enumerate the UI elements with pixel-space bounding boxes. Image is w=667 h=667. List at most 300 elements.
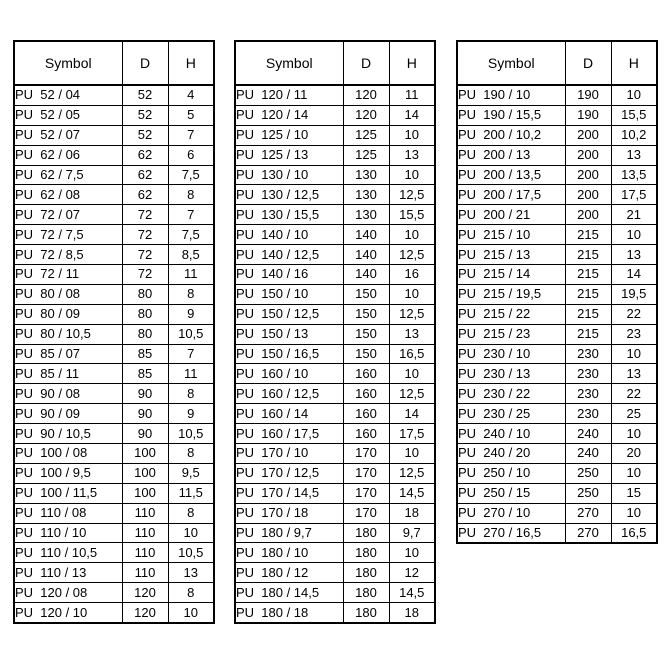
table-row [14, 424, 214, 444]
table-row [235, 324, 435, 344]
symbol-cell: PU 200 / 13 [457, 145, 565, 165]
h-cell: 9 [168, 404, 214, 424]
symbol-cell: PU 52 / 05 [14, 105, 122, 125]
d-cell: 215 [565, 284, 611, 304]
h-cell: 14 [389, 105, 435, 125]
symbol-cell: PU 130 / 12,5 [235, 185, 343, 205]
d-cell: 90 [122, 384, 168, 404]
symbol-cell: PU 215 / 23 [457, 324, 565, 344]
symbol-cell: PU 90 / 10,5 [14, 424, 122, 444]
table-row [235, 463, 435, 483]
d-cell: 215 [565, 265, 611, 285]
table-row [457, 105, 657, 125]
d-cell: 72 [122, 225, 168, 245]
h-cell: 12,5 [389, 463, 435, 483]
d-cell: 170 [343, 503, 389, 523]
symbol-cell: PU 215 / 13 [457, 245, 565, 265]
d-cell: 250 [565, 463, 611, 483]
symbol-cell: PU 200 / 10,2 [457, 125, 565, 145]
h-cell: 8 [168, 444, 214, 464]
table-row [14, 165, 214, 185]
h-cell: 21 [611, 205, 657, 225]
symbol-cell: PU 120 / 10 [14, 603, 122, 623]
table-row [457, 265, 657, 285]
table-row [457, 364, 657, 384]
header-row [457, 41, 657, 85]
table-row [14, 583, 214, 603]
d-cell: 215 [565, 324, 611, 344]
size-table-2 [234, 40, 436, 624]
table-row [235, 384, 435, 404]
h-cell: 9 [168, 304, 214, 324]
d-cell: 62 [122, 165, 168, 185]
h-cell: 13 [611, 245, 657, 265]
table-row [457, 483, 657, 503]
h-cell: 5 [168, 105, 214, 125]
h-cell: 14,5 [389, 583, 435, 603]
d-cell: 150 [343, 344, 389, 364]
table-row [457, 503, 657, 523]
symbol-cell: PU 150 / 10 [235, 284, 343, 304]
h-cell: 10,5 [168, 543, 214, 563]
h-cell: 15,5 [389, 205, 435, 225]
table-row [457, 145, 657, 165]
h-cell: 8 [168, 384, 214, 404]
h-cell: 12,5 [389, 245, 435, 265]
symbol-cell: PU 230 / 22 [457, 384, 565, 404]
symbol-cell: PU 90 / 08 [14, 384, 122, 404]
symbol-cell: PU 110 / 10,5 [14, 543, 122, 563]
d-cell: 150 [343, 304, 389, 324]
d-cell: 62 [122, 145, 168, 165]
h-cell: 13 [168, 563, 214, 583]
h-cell: 10 [168, 523, 214, 543]
h-cell: 10 [389, 364, 435, 384]
h-cell: 8 [168, 185, 214, 205]
table-row [14, 483, 214, 503]
table-row [14, 265, 214, 285]
table-row [457, 463, 657, 483]
symbol-cell: PU 160 / 14 [235, 404, 343, 424]
h-cell: 22 [611, 384, 657, 404]
d-cell: 130 [343, 205, 389, 225]
d-cell: 85 [122, 344, 168, 364]
table-row [457, 165, 657, 185]
table-row [235, 344, 435, 364]
h-cell: 9,7 [389, 523, 435, 543]
table-row [14, 185, 214, 205]
d-cell: 120 [122, 603, 168, 623]
d-cell: 62 [122, 185, 168, 205]
h-cell: 16 [389, 265, 435, 285]
d-cell: 80 [122, 284, 168, 304]
table-row [457, 225, 657, 245]
symbol-cell: PU 170 / 12,5 [235, 463, 343, 483]
h-cell: 10 [611, 85, 657, 105]
table-row [235, 205, 435, 225]
d-cell: 180 [343, 563, 389, 583]
table-row [235, 424, 435, 444]
h-cell: 22 [611, 304, 657, 324]
table-row [14, 404, 214, 424]
table-row [14, 105, 214, 125]
table-row [457, 205, 657, 225]
d-cell: 160 [343, 384, 389, 404]
table-row [457, 125, 657, 145]
d-cell: 52 [122, 105, 168, 125]
h-cell: 23 [611, 324, 657, 344]
symbol-cell: PU 215 / 14 [457, 265, 565, 285]
d-cell: 120 [343, 85, 389, 105]
d-cell: 240 [565, 444, 611, 464]
symbol-cell: PU 130 / 15,5 [235, 205, 343, 225]
table-row [14, 324, 214, 344]
h-cell: 15,5 [611, 105, 657, 125]
table-row [457, 444, 657, 464]
d-cell: 110 [122, 543, 168, 563]
symbol-cell: PU 160 / 17,5 [235, 424, 343, 444]
h-cell: 17,5 [389, 424, 435, 444]
symbol-cell: PU 110 / 08 [14, 503, 122, 523]
d-cell: 130 [343, 165, 389, 185]
table-row [14, 245, 214, 265]
h-cell: 12,5 [389, 185, 435, 205]
h-cell: 10 [611, 344, 657, 364]
d-cell: 130 [343, 185, 389, 205]
symbol-cell: PU 160 / 12,5 [235, 384, 343, 404]
h-cell: 10,5 [168, 324, 214, 344]
h-cell: 14 [389, 404, 435, 424]
symbol-cell: PU 150 / 13 [235, 324, 343, 344]
symbol-cell: PU 150 / 12,5 [235, 304, 343, 324]
symbol-cell: PU 170 / 14,5 [235, 483, 343, 503]
d-cell: 72 [122, 245, 168, 265]
symbol-cell: PU 230 / 25 [457, 404, 565, 424]
table-row [235, 364, 435, 384]
d-cell: 215 [565, 304, 611, 324]
d-cell: 215 [565, 225, 611, 245]
h-cell: 14 [611, 265, 657, 285]
table-row [14, 225, 214, 245]
table-row [14, 563, 214, 583]
symbol-cell: PU 110 / 13 [14, 563, 122, 583]
d-cell: 170 [343, 444, 389, 464]
size-table-1 [13, 40, 215, 624]
h-cell: 10,5 [168, 424, 214, 444]
size-table-3 [456, 40, 658, 544]
d-cell: 52 [122, 85, 168, 105]
d-cell: 160 [343, 424, 389, 444]
table-row [235, 503, 435, 523]
symbol-cell: PU 140 / 16 [235, 265, 343, 285]
d-cell: 230 [565, 404, 611, 424]
h-cell: 10 [389, 165, 435, 185]
table-row [14, 284, 214, 304]
d-cell: 150 [343, 284, 389, 304]
table-row [14, 444, 214, 464]
d-cell: 110 [122, 503, 168, 523]
symbol-cell: PU 100 / 11,5 [14, 483, 122, 503]
d-cell: 140 [343, 265, 389, 285]
symbol-header: Symbol [235, 41, 343, 85]
table-row [14, 503, 214, 523]
h-cell: 13 [389, 145, 435, 165]
h-header: H [611, 41, 657, 85]
h-cell: 4 [168, 85, 214, 105]
table-row [235, 125, 435, 145]
table-row [14, 523, 214, 543]
header-row [235, 41, 435, 85]
h-cell: 6 [168, 145, 214, 165]
symbol-cell: PU 72 / 11 [14, 265, 122, 285]
symbol-cell: PU 100 / 08 [14, 444, 122, 464]
symbol-cell: PU 72 / 8,5 [14, 245, 122, 265]
d-cell: 150 [343, 324, 389, 344]
h-header: H [389, 41, 435, 85]
d-cell: 270 [565, 503, 611, 523]
h-cell: 10 [611, 225, 657, 245]
h-cell: 19,5 [611, 284, 657, 304]
d-cell: 100 [122, 483, 168, 503]
d-cell: 215 [565, 245, 611, 265]
symbol-cell: PU 72 / 7,5 [14, 225, 122, 245]
table-row [235, 245, 435, 265]
h-cell: 13,5 [611, 165, 657, 185]
h-cell: 7,5 [168, 165, 214, 185]
table-row [235, 265, 435, 285]
d-cell: 100 [122, 463, 168, 483]
symbol-cell: PU 180 / 18 [235, 603, 343, 623]
h-cell: 10 [389, 225, 435, 245]
symbol-cell: PU 250 / 10 [457, 463, 565, 483]
h-cell: 13 [389, 324, 435, 344]
h-cell: 13 [611, 145, 657, 165]
d-cell: 120 [122, 583, 168, 603]
h-cell: 10 [611, 463, 657, 483]
symbol-cell: PU 120 / 11 [235, 85, 343, 105]
h-cell: 12,5 [389, 384, 435, 404]
symbol-cell: PU 62 / 06 [14, 145, 122, 165]
d-cell: 170 [343, 483, 389, 503]
table-row [457, 185, 657, 205]
table-row [14, 463, 214, 483]
symbol-cell: PU 85 / 11 [14, 364, 122, 384]
d-cell: 190 [565, 105, 611, 125]
symbol-cell: PU 160 / 10 [235, 364, 343, 384]
h-cell: 16,5 [389, 344, 435, 364]
h-cell: 10 [611, 503, 657, 523]
d-cell: 125 [343, 145, 389, 165]
d-cell: 200 [565, 145, 611, 165]
h-cell: 8 [168, 284, 214, 304]
d-cell: 250 [565, 483, 611, 503]
table-row [235, 225, 435, 245]
d-cell: 90 [122, 424, 168, 444]
table-row [235, 284, 435, 304]
table-row [14, 85, 214, 105]
table-row [457, 344, 657, 364]
d-cell: 85 [122, 364, 168, 384]
table-row [457, 404, 657, 424]
d-cell: 80 [122, 324, 168, 344]
symbol-cell: PU 52 / 04 [14, 85, 122, 105]
d-cell: 230 [565, 364, 611, 384]
h-cell: 18 [389, 603, 435, 623]
symbol-cell: PU 140 / 10 [235, 225, 343, 245]
table-row [235, 603, 435, 623]
table-row [457, 245, 657, 265]
table-row [235, 145, 435, 165]
symbol-cell: PU 200 / 21 [457, 205, 565, 225]
d-cell: 125 [343, 125, 389, 145]
d-cell: 190 [565, 85, 611, 105]
table-row [14, 145, 214, 165]
h-cell: 7 [168, 344, 214, 364]
h-cell: 10 [168, 603, 214, 623]
table-row [235, 85, 435, 105]
symbol-cell: PU 170 / 18 [235, 503, 343, 523]
symbol-cell: PU 80 / 08 [14, 284, 122, 304]
symbol-cell: PU 270 / 16,5 [457, 523, 565, 543]
d-cell: 180 [343, 603, 389, 623]
h-cell: 12,5 [389, 304, 435, 324]
table-row [457, 324, 657, 344]
d-cell: 200 [565, 125, 611, 145]
h-cell: 13 [611, 364, 657, 384]
h-cell: 10,2 [611, 125, 657, 145]
h-cell: 10 [389, 543, 435, 563]
table-row [235, 165, 435, 185]
h-cell: 20 [611, 444, 657, 464]
symbol-cell: PU 90 / 09 [14, 404, 122, 424]
symbol-cell: PU 180 / 9,7 [235, 523, 343, 543]
symbol-cell: PU 215 / 22 [457, 304, 565, 324]
symbol-cell: PU 180 / 12 [235, 563, 343, 583]
h-cell: 11 [168, 265, 214, 285]
h-cell: 11 [168, 364, 214, 384]
d-header: D [565, 41, 611, 85]
table-row [14, 344, 214, 364]
table-row [235, 404, 435, 424]
d-cell: 200 [565, 165, 611, 185]
h-cell: 8 [168, 583, 214, 603]
table-row [235, 523, 435, 543]
symbol-cell: PU 120 / 08 [14, 583, 122, 603]
symbol-header: Symbol [14, 41, 122, 85]
d-cell: 240 [565, 424, 611, 444]
d-cell: 270 [565, 523, 611, 543]
table-row [457, 304, 657, 324]
h-cell: 25 [611, 404, 657, 424]
symbol-cell: PU 230 / 13 [457, 364, 565, 384]
d-cell: 120 [343, 105, 389, 125]
table-row [14, 304, 214, 324]
table-row [457, 384, 657, 404]
d-cell: 110 [122, 523, 168, 543]
symbol-cell: PU 170 / 10 [235, 444, 343, 464]
d-cell: 100 [122, 444, 168, 464]
d-header: D [343, 41, 389, 85]
symbol-cell: PU 62 / 08 [14, 185, 122, 205]
h-cell: 12 [389, 563, 435, 583]
h-cell: 10 [611, 424, 657, 444]
h-cell: 7,5 [168, 225, 214, 245]
table-row [235, 444, 435, 464]
d-cell: 110 [122, 563, 168, 583]
d-cell: 90 [122, 404, 168, 424]
d-cell: 80 [122, 304, 168, 324]
table-row [14, 364, 214, 384]
symbol-cell: PU 240 / 10 [457, 424, 565, 444]
table-row [235, 185, 435, 205]
symbol-cell: PU 190 / 15,5 [457, 105, 565, 125]
h-cell: 8 [168, 503, 214, 523]
table-row [457, 284, 657, 304]
table-row [235, 583, 435, 603]
symbol-cell: PU 200 / 13,5 [457, 165, 565, 185]
symbol-cell: PU 240 / 20 [457, 444, 565, 464]
symbol-cell: PU 215 / 10 [457, 225, 565, 245]
h-cell: 10 [389, 125, 435, 145]
symbol-cell: PU 110 / 10 [14, 523, 122, 543]
table-row [14, 384, 214, 404]
symbol-cell: PU 80 / 09 [14, 304, 122, 324]
symbol-header: Symbol [457, 41, 565, 85]
d-cell: 230 [565, 344, 611, 364]
h-cell: 10 [389, 284, 435, 304]
h-cell: 8,5 [168, 245, 214, 265]
table-row [235, 563, 435, 583]
table-row [457, 523, 657, 543]
d-cell: 200 [565, 185, 611, 205]
h-header: H [168, 41, 214, 85]
symbol-cell: PU 215 / 19,5 [457, 284, 565, 304]
symbol-cell: PU 270 / 10 [457, 503, 565, 523]
table-row [235, 304, 435, 324]
h-cell: 9,5 [168, 463, 214, 483]
symbol-cell: PU 85 / 07 [14, 344, 122, 364]
table-row [14, 603, 214, 623]
h-cell: 7 [168, 125, 214, 145]
table-row [457, 424, 657, 444]
d-cell: 160 [343, 364, 389, 384]
symbol-cell: PU 200 / 17,5 [457, 185, 565, 205]
d-cell: 72 [122, 265, 168, 285]
d-header: D [122, 41, 168, 85]
symbol-cell: PU 180 / 10 [235, 543, 343, 563]
d-cell: 230 [565, 384, 611, 404]
symbol-cell: PU 230 / 10 [457, 344, 565, 364]
h-cell: 7 [168, 205, 214, 225]
d-cell: 140 [343, 225, 389, 245]
symbol-cell: PU 150 / 16,5 [235, 344, 343, 364]
symbol-cell: PU 140 / 12,5 [235, 245, 343, 265]
table-row [14, 205, 214, 225]
symbol-cell: PU 180 / 14,5 [235, 583, 343, 603]
symbol-cell: PU 250 / 15 [457, 483, 565, 503]
symbol-cell: PU 52 / 07 [14, 125, 122, 145]
h-cell: 16,5 [611, 523, 657, 543]
symbol-cell: PU 125 / 13 [235, 145, 343, 165]
h-cell: 11,5 [168, 483, 214, 503]
d-cell: 180 [343, 543, 389, 563]
table-row [235, 483, 435, 503]
d-cell: 160 [343, 404, 389, 424]
symbol-cell: PU 120 / 14 [235, 105, 343, 125]
symbol-cell: PU 190 / 10 [457, 85, 565, 105]
d-cell: 140 [343, 245, 389, 265]
d-cell: 180 [343, 583, 389, 603]
